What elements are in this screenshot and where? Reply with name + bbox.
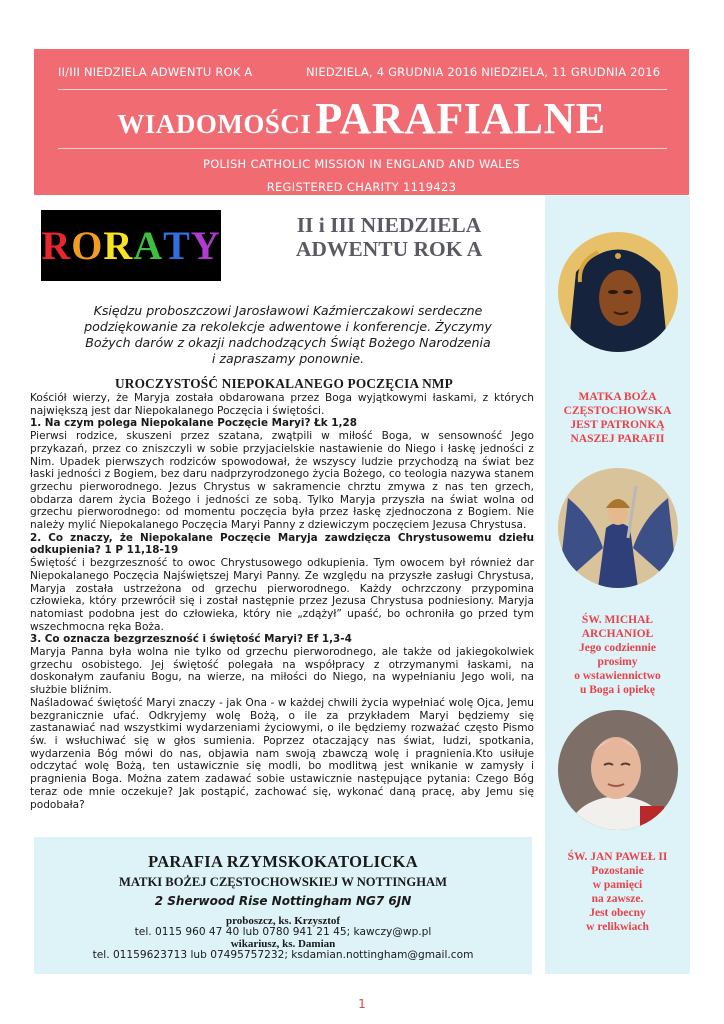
article-immaculate-conception xyxy=(30,375,534,811)
saint-caption-3 xyxy=(545,850,690,934)
sidebar xyxy=(545,196,690,974)
greeting-line: i zapraszamy ponownie. xyxy=(211,351,365,366)
newsletter-title xyxy=(34,93,689,144)
title-large: PARAFIALNE xyxy=(315,94,606,143)
caption-line: ŚW. JAN PAWEŁ II xyxy=(567,851,668,863)
caption-line: NASZEJ PARAFII xyxy=(570,433,665,445)
caption-line: na zawsze. xyxy=(591,893,644,905)
caption-line: JEST PATRONKĄ xyxy=(570,419,665,431)
pastor-name: proboszcz, ks. Krzysztof xyxy=(225,915,341,927)
masthead-rule-top xyxy=(58,89,667,90)
sunday-heading xyxy=(244,213,534,261)
masthead xyxy=(34,49,689,195)
caption-line: ŚW. MICHAŁ xyxy=(581,614,654,626)
answer-3: Maryja Panna była wolna nie tylko od grzechu pierworodnego, ale także od jakiegokolwiek grzechu osobistego. Jej świętość polegała na współpracy z otrzymanymi łaskami, na doskonałym zaufaniu Bogu, na wierze, na miłości do Niego, na wypełnianiu Jego woli, na służbie bliźnim. xyxy=(30,646,534,697)
title-small: WIADOMOŚCI xyxy=(117,109,312,139)
article-title: UROCZYSTOŚĆ NIEPOKALANEGO POCZĘCIA NMP xyxy=(115,376,453,391)
caption-line: Jest obecny xyxy=(589,907,646,919)
st-john-paul-ii-image xyxy=(558,710,678,830)
roraty-letter: T xyxy=(163,223,191,268)
roraty-letter: A xyxy=(133,223,164,268)
answer-1: Pierwsi rodzice, skuszeni przez szatana, zwątpili w miłość Boga, w sensowność Jego przykazań, przez co zniszczyli w sobie przyjacielskie nastawienie do Niego i łaskę jedności z Nim. Upadek pierwszych rodziców spowodował, że wszyscy ludzie przychodzą na świat bez łaski jedności z Bogiem, bez daru nadprzyrodzonego życia Bożego, co teologia nazywa stanem grzechu pierworodnego. Jezus Chrystus w sakramencie chrztu zmywa z nas ten grzech, obdarza darem życia Bożego i jedności ze sobą. Tylko Maryja przyszła na świat wolna od grzechu pierworodnego: od momentu poczęcia była przez łaskę zjednoczona z Bogiem. Nie należy mylić Niepokalanego Poczęcia Maryi Panny z dziewiczym poczęciem Jezusa Chrystusa. xyxy=(30,430,534,532)
parish-info-box xyxy=(34,837,532,974)
greeting-line: podziękowanie za rekolekcje adwentowe i konferencje. Życzymy xyxy=(84,319,492,334)
issue-label: II/III NIEDZIELA ADWENTU ROK A xyxy=(58,65,253,79)
roraty-logo xyxy=(41,210,221,281)
caption-line: w pamięci xyxy=(592,879,643,891)
charity-number: REGISTERED CHARITY 1119423 xyxy=(266,180,457,194)
heading-line: II i III NIEDZIELA xyxy=(296,213,482,237)
greeting-line: Bożych darów z okazji nadchodzących Świąt Bożego Narodzenia xyxy=(85,335,491,350)
vicar-contact: tel. 01159623713 lub 07495757232; ksdamian.nottingham@gmail.com xyxy=(92,949,474,961)
question-1: 1. Na czym polega Niepokalane Poczęcie Maryi? Łk 1,28 xyxy=(30,417,357,430)
caption-line: prosimy xyxy=(597,656,638,668)
caption-line: u Boga i opiekę xyxy=(579,684,656,696)
caption-line: CZĘSTOCHOWSKA xyxy=(563,405,672,417)
answer-2: Świętość i bezgrzeszność to owoc Chrystusowego odkupienia. Tym owocem był również dar Niepokalanego Poczęcia Najświętszej Maryi Panny. Ze względu na przyszłe zasługi Chrystusa, Maryja została ustrzeżona od grzechu pierworodnego. Każdy ochrzczony przypomina człowieka, który przewrócił się i został następnie przez Jezusa Chrystusa podniesiony. Maryja natomiast podobna jest do człowieka, który nie „zdążył” upaść, bo ochroniła go przed tym wszechmocna ręka Boża. xyxy=(30,557,534,633)
caption-line: w relikwiach xyxy=(586,921,649,933)
parish-name: PARAFIA RZYMSKOKATOLICKA xyxy=(148,852,418,871)
caption-line: Jego codziennie xyxy=(579,642,656,654)
heading-line: ADWENTU ROK A xyxy=(295,237,483,261)
roraty-letter: R xyxy=(103,223,134,268)
caption-line: MATKA BOŻA xyxy=(578,391,657,403)
issue-dates: NIEDZIELA, 4 GRUDNIA 2016 NIEDZIELA, 11 GRUDNIA 2016 xyxy=(306,65,661,79)
caption-line: ARCHANIOŁ xyxy=(581,628,654,640)
caption-line: o wstawiennictwo xyxy=(574,670,661,682)
saint-caption-2 xyxy=(545,613,690,697)
article-intro: Kościół wierzy, że Maryja została obdarowana przez Boga wyjątkowymi łaskami, z których największą jest dar Niepokalanego Poczęcia i świętości. xyxy=(30,392,534,417)
question-3: 3. Co oznacza bezgrzeszność i świętość Maryi? Ef 1,3-4 xyxy=(30,633,352,646)
vicar-name: wikariusz, ks. Damian xyxy=(230,938,336,950)
pastor-contact: tel. 0115 960 47 40 lub 0780 941 21 45; kawczy@wp.pl xyxy=(134,926,432,938)
our-lady-czestochowa-image xyxy=(558,232,678,352)
answer-3-continued: Naśladować świętość Maryi znaczy - jak Ona - w każdej chwili życia wypełniać wolę Ojca, Jemu bezgranicznie ufać. Odkryjemy wolę Bożą, o ile za przykładem Maryi będziemy się zastanawiać nad wszystkimi wydarzeniami życiowymi, o ile będziemy rozważać często Pismo św. i wsłuchiwać się w głos sumienia. Poprzez otaczający nas świat, ludzi, spotkania, wydarzenia Bóg mówi do nas, objawia nam swoją zbawczą wolę i pragnienia.Kto usiłuje odczytać wolę Bożą, ten ustawicznie się modli, bo modlitwą jest wnikanie w zamysły i pragnienia Boga. Można zatem zadawać sobie ustawicznie następujące pytania: Czego Bóg teraz ode mnie oczekuje? Jak postąpić, zachować się, wykonać daną pracę, aby Jemu się podobała? xyxy=(30,696,534,811)
church-name: MATKI BOŻEJ CZĘSTOCHOWSKIEJ W NOTTINGHAM xyxy=(119,875,447,889)
thanks-greeting xyxy=(40,303,536,367)
roraty-letter: R xyxy=(41,223,72,268)
caption-line: Pozostanie xyxy=(591,865,644,877)
page-number: 1 xyxy=(358,997,366,1011)
mission-name: POLISH CATHOLIC MISSION IN ENGLAND AND WALES xyxy=(202,157,521,171)
question-2: 2. Co znaczy, że Niepokalane Poczęcie Maryja zawdzięcza Chrystusowemu dziełu odkupienia? 1 P 11,18-19 xyxy=(30,531,534,557)
parish-address: 2 Sherwood Rise Nottingham NG7 6JN xyxy=(154,894,412,908)
saint-caption-1 xyxy=(545,390,690,446)
roraty-letter: O xyxy=(71,223,104,268)
st-michael-archangel-image xyxy=(558,468,678,588)
roraty-letter: Y xyxy=(190,223,221,268)
masthead-rule-bottom xyxy=(58,148,667,149)
greeting-line: Księdzu proboszczowi Jarosławowi Kaźmierczakowi serdeczne xyxy=(93,303,483,318)
